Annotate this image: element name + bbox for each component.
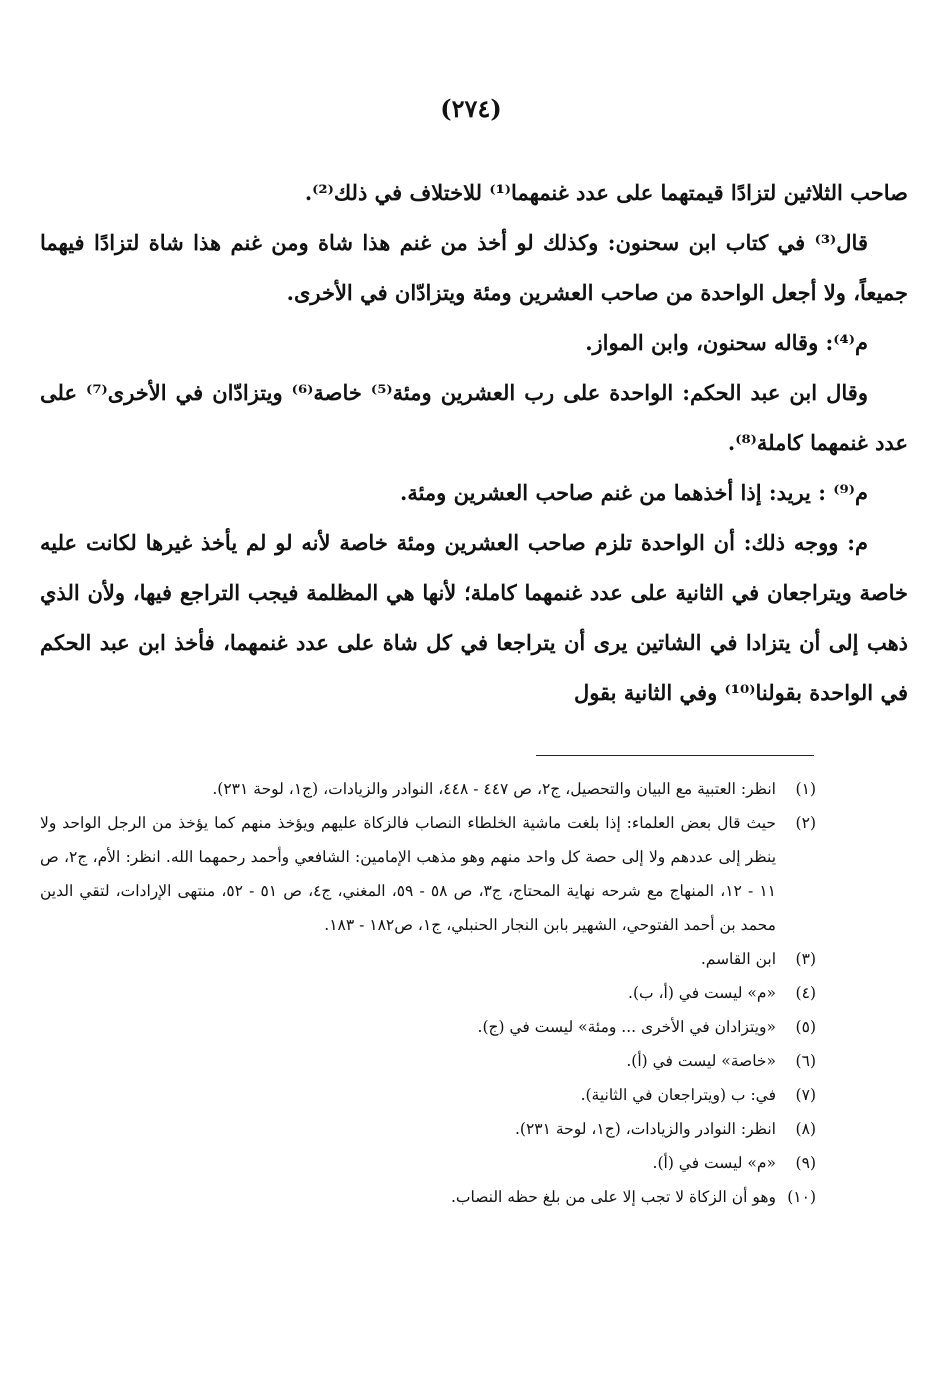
footnote-separator: [536, 755, 814, 756]
footnote-number: (٤): [795, 984, 816, 1002]
footnote-number: (١): [795, 780, 816, 798]
paragraph: م: ووجه ذلك: أن الواحدة تلزم صاحب العشرين ومئة خاصة لأنه لو لم يأخذ غيرها لكانت عليه خاصة ويتراجعان في الثانية على عدد غنمهما كاملة؛ لأنها هي المظلمة فيجب التراجع فيها، ولأن الذي ذهب إلى أن يتزادا في الشاتين يرى أن يتراجعا في كل شاة على عدد غنمهما، فأخذ ابن عبد الحكم في الواحدة بقولنا⁽¹⁰⁾ وفي الثانية بقول: [40, 530, 908, 705]
footnote-number: (٢): [795, 814, 816, 832]
footnote-number: (٨): [795, 1120, 816, 1138]
footnote-number: (٩): [795, 1154, 816, 1172]
footnote-text: في: ب (ويتراجعان في الثانية).: [580, 1086, 776, 1104]
paragraph: م⁽⁴⁾: وقاله سحنون، وابن المواز.: [585, 330, 868, 355]
footnote: [40, 1078, 816, 1112]
footnote: [40, 1180, 816, 1214]
paragraph: م⁽⁹⁾ : يريد: إذا أخذهما من غنم صاحب العشرين ومئة.: [400, 480, 868, 505]
footnote-text: انظر: العتبية مع البيان والتحصيل، ج٢، ص ٤٤٧ - ٤٤٨، النوادر والزيادات، (ج١، لوحة ٢٣١).: [212, 780, 776, 798]
page-number: (٢٧٤): [440, 94, 502, 123]
footnote-number: (٣): [795, 950, 816, 968]
footnote-number: (٧): [795, 1086, 816, 1104]
paragraph: صاحب الثلاثين لتزادًا قيمتهما على عدد غنمهما⁽¹⁾ للاختلاف في ذلك⁽²⁾.: [304, 180, 908, 205]
footnote: [40, 772, 816, 806]
paragraph: وقال ابن عبد الحكم: الواحدة على رب العشرين ومئة⁽⁵⁾ خاصة⁽⁶⁾ ويتزادّان في الأخرى⁽⁷⁾ على عدد غنمهما كاملة⁽⁸⁾.: [40, 380, 908, 455]
footnote-text: وهو أن الزكاة لا تجب إلا على من بلغ حظه النصاب.: [450, 1188, 776, 1206]
footnote-text: «م» ليست في (أ، ب).: [628, 984, 776, 1002]
footnote-text: حيث قال بعض العلماء: إذا بلغت ماشية الخلطاء النصاب فالزكاة عليهم ويؤخذ منهم كما يؤخذ من الرجل الواحد ولا ينظر إلى عددهم ولا إلى حصة كل واحد منهم وهو مذهب الإمامين: الشافعي وأحمد رحمهما الله. انظر: الأم، ج٢، ص ١١ - ١٢، المنهاج مع شرحه نهاية المحتاج، ج٣، ص ٥٨ - ٥٩، المغني، ج٤، ص ٥١ - ٥٢، منتهى الإرادات، لتقي الدين محمد بن أحمد الفتوحي، الشهير بابن النجار الحنبلي، ج١، ص١٨٢ - ١٨٣.: [40, 814, 777, 934]
footnote-text: «ويتزادان في الأخرى ... ومئة» ليست في (ج).: [477, 1018, 776, 1036]
footnote-number: (٥): [795, 1018, 816, 1036]
footnote: [40, 976, 816, 1010]
footnote: [40, 1010, 816, 1044]
footnote: [40, 1044, 816, 1078]
footnote: [40, 1146, 816, 1180]
footnote-text: ابن القاسم.: [700, 950, 776, 968]
footnote: [40, 942, 816, 976]
footnotes: [40, 772, 816, 1214]
footnote-number: (٦): [795, 1052, 816, 1070]
footnote: [40, 806, 816, 942]
footnote-text: «م» ليست في (أ).: [652, 1154, 776, 1172]
paragraph: قال⁽³⁾ في كتاب ابن سحنون: وكذلك لو أخذ من غنم هذا شاة ومن غنم هذا شاة لتزادًا فيهما جميعاً، ولا أجعل الواحدة من صاحب العشرين ومئة ويتزادّان في الأخرى.: [40, 230, 908, 305]
footnote: [40, 1112, 816, 1146]
footnote-text: انظر: النوادر والزيادات، (ج١، لوحة ٢٣١).: [514, 1120, 776, 1138]
footnote-number: (١٠): [787, 1188, 816, 1206]
footnote-text: «خاصة» ليست في (أ).: [626, 1052, 776, 1070]
main-text: [40, 168, 908, 718]
